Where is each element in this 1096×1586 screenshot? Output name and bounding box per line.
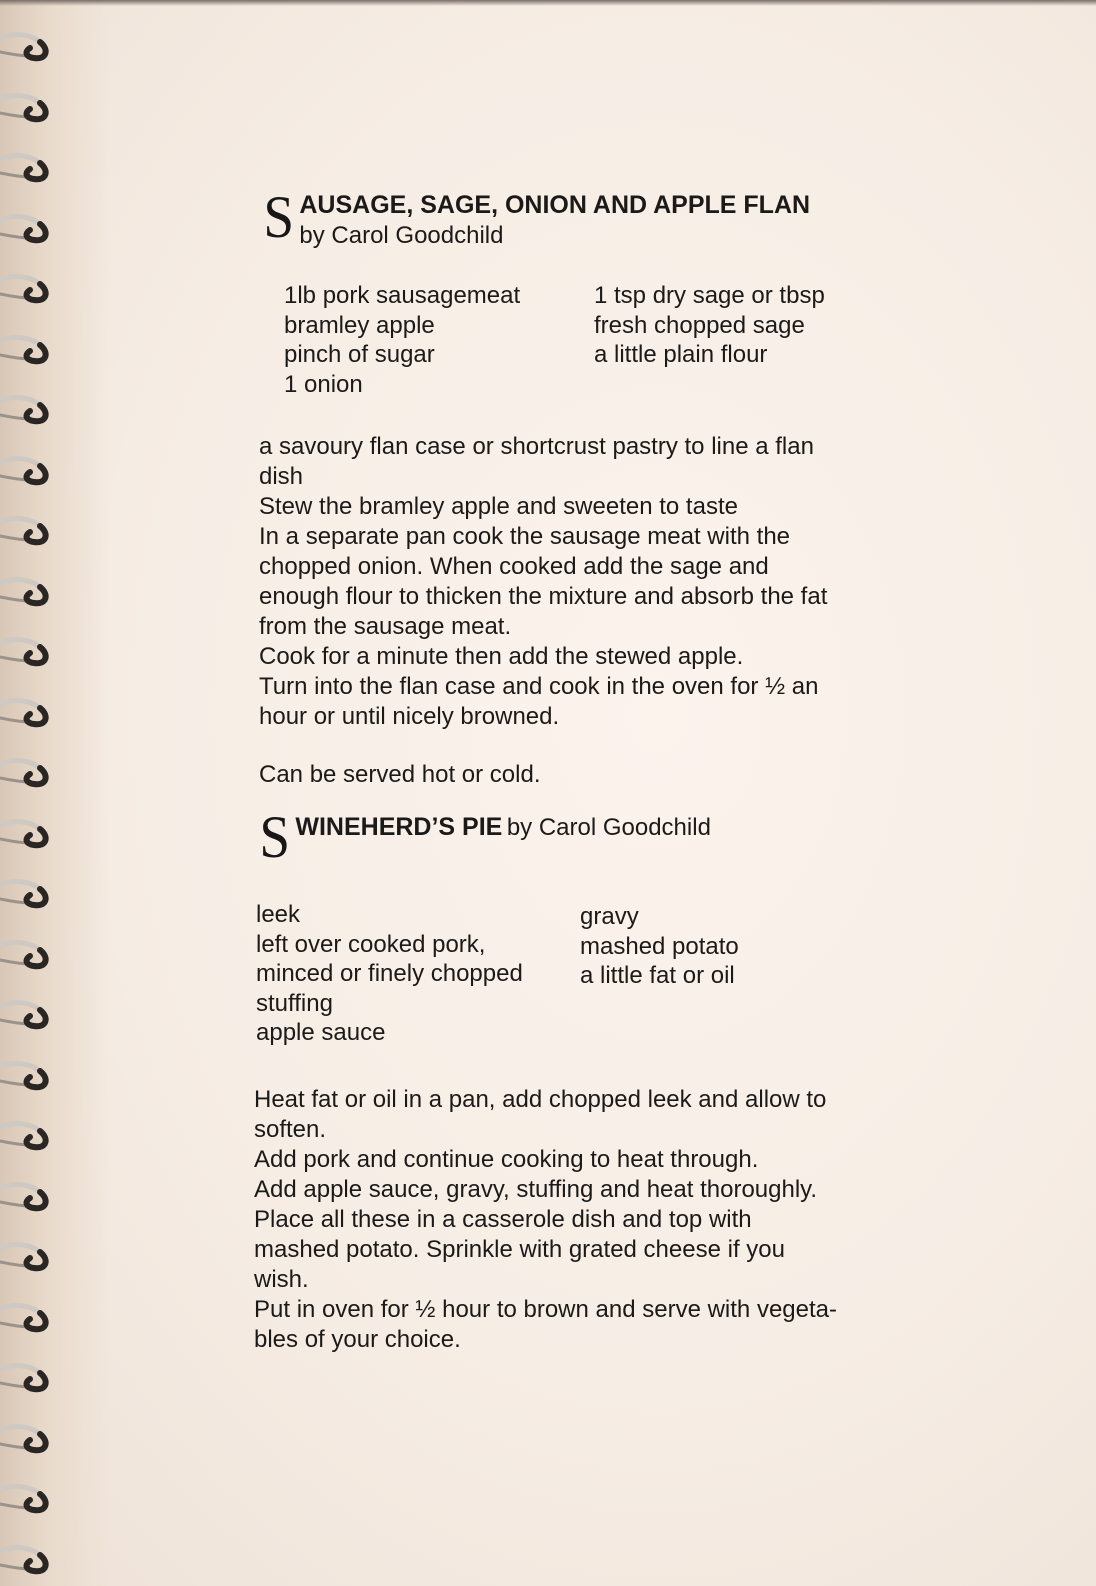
binding-coil-icon <box>0 331 60 365</box>
ingredient: 1 tsp dry sage or tbsp <box>594 282 825 309</box>
binding-coil-icon <box>0 391 60 425</box>
ingredient: a little plain flour <box>594 341 768 368</box>
ingredient: apple sauce <box>256 1019 386 1046</box>
ingredient: mashed potato <box>580 932 739 960</box>
binding-coil-icon <box>0 210 60 244</box>
ingredient: left over cooked pork, <box>256 930 486 958</box>
method-line: Add pork and continue cooking to heat through. <box>254 1146 759 1173</box>
method-line: mashed potato. Sprinkle with grated cheese if you <box>254 1236 785 1263</box>
binding-coil-icon <box>0 936 60 970</box>
ingredient: pinch of sugar <box>284 341 435 368</box>
binding-coil-icon <box>0 633 60 667</box>
ingredient: stuffing <box>256 989 333 1017</box>
binding-coil-icon <box>0 1420 60 1454</box>
method-line: Turn into the flan case and cook in the oven for ½ an <box>259 673 819 700</box>
method-line: a savoury flan case or shortcrust pastry to line a flan <box>259 433 814 460</box>
binding-coil-icon <box>0 512 60 546</box>
binding-coil-icon <box>0 270 60 304</box>
method-line: In a separate pan cook the sausage meat with the <box>259 523 791 550</box>
binding-coil-icon <box>0 1178 60 1212</box>
binding-coil-icon <box>0 1057 60 1091</box>
ingredient: bramley apple <box>284 311 435 339</box>
binding-coil-icon <box>0 1238 60 1272</box>
method-line: enough flour to thicken the mixture and absorb the fat <box>259 583 828 610</box>
ingredient: gravy <box>580 903 639 930</box>
recipe1-method <box>259 432 827 732</box>
binding-coil-icon <box>0 149 60 183</box>
spiral-binding <box>0 0 70 1586</box>
recipe1-byline: by Carol Goodchild <box>299 222 504 249</box>
binding-coil-icon <box>0 754 60 788</box>
ingredient: a little fat or oil <box>580 962 735 989</box>
recipe2-heading <box>258 804 711 870</box>
method-line: dish <box>259 463 304 490</box>
recipe1-serving-note: Can be served hot or cold. <box>259 761 541 788</box>
binding-coil-icon <box>0 694 60 728</box>
method-line: Heat fat or oil in a pan, add chopped leek and allow to <box>254 1086 827 1113</box>
binding-coil-icon <box>0 28 60 62</box>
recipe2-ingredients-left <box>256 900 523 1048</box>
method-line: wish. <box>254 1266 309 1293</box>
recipe1-title: AUSAGE, SAGE, ONION AND APPLE FLAN <box>299 191 811 219</box>
binding-coil-icon <box>0 815 60 849</box>
ingredient: minced or finely chopped <box>256 960 523 987</box>
recipe2-title: WINEHERD’S PIE <box>295 813 503 841</box>
binding-coil-icon <box>0 1541 60 1575</box>
binding-coil-icon <box>0 875 60 909</box>
binding-coil-icon <box>0 573 60 607</box>
binding-coil-icon <box>0 1117 60 1151</box>
method-line: Place all these in a casserole dish and top with <box>254 1206 752 1233</box>
method-line: Stew the bramley apple and sweeten to taste <box>259 493 738 520</box>
page-top-edge <box>0 0 1096 6</box>
recipe1-dropcap: S <box>263 184 295 250</box>
binding-coil-icon <box>0 452 60 486</box>
recipe1-heading <box>262 184 811 251</box>
method-line: soften. <box>254 1116 327 1143</box>
recipe2-byline: by Carol Goodchild <box>506 814 711 841</box>
method-line: from the sausage meat. <box>259 613 512 640</box>
ingredient: fresh chopped sage <box>594 311 805 339</box>
method-line: hour or until nicely browned. <box>259 703 560 730</box>
ingredient: leek <box>256 901 301 928</box>
recipe2-method <box>254 1085 837 1355</box>
ingredient: 1 onion <box>284 370 363 398</box>
method-line: Put in oven for ½ hour to brown and serve with vegeta- <box>254 1296 837 1323</box>
binding-coil-icon <box>0 1359 60 1393</box>
method-line: bles of your choice. <box>254 1326 461 1353</box>
recipe2-dropcap: S <box>259 804 291 870</box>
binding-coil-icon <box>0 89 60 123</box>
recipe1-ingredients-right <box>594 281 825 370</box>
method-line: chopped onion. When cooked add the sage and <box>259 553 769 580</box>
method-line: Cook for a minute then add the stewed apple. <box>259 643 744 670</box>
binding-coil-icon <box>0 1299 60 1333</box>
recipe1-ingredients-left <box>284 281 520 399</box>
recipe2-ingredients-right <box>580 902 739 991</box>
ingredient: 1lb pork sausagemeat <box>284 282 521 309</box>
binding-coil-icon <box>0 1480 60 1514</box>
method-line: Add apple sauce, gravy, stuffing and heat thoroughly. <box>254 1176 818 1203</box>
binding-coil-icon <box>0 996 60 1030</box>
